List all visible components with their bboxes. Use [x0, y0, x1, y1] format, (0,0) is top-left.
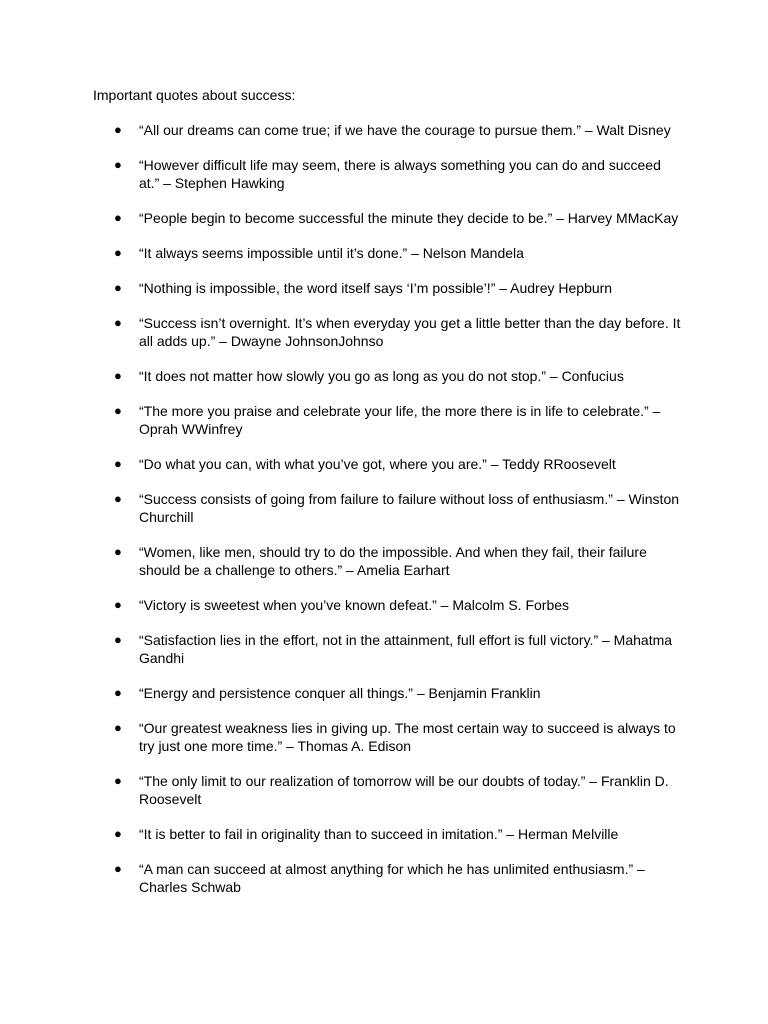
- quote-item: [93, 490, 683, 526]
- quote-text: “It always seems impossible until it’s done.” – Nelson Mandela: [139, 245, 524, 261]
- bullet-icon: ●: [114, 773, 122, 788]
- quote-text: “The more you praise and celebrate your life, the more there is in life to celebrate.” – Oprah WWinfrey: [139, 403, 661, 437]
- quote-text: “Energy and persistence conquer all things.” – Benjamin Franklin: [139, 685, 541, 701]
- quote-item: [93, 825, 683, 843]
- quote-item: [93, 314, 683, 350]
- quote-text: “Satisfaction lies in the effort, not in the attainment, full effort is full victory.” – Mahatma Gandhi: [139, 632, 673, 666]
- quote-item: [93, 209, 683, 227]
- quote-text: “However difficult life may seem, there is always something you can do and succeed at.” – Stephen Hawking: [139, 157, 661, 191]
- bullet-icon: ●: [114, 720, 122, 735]
- document-heading: Important quotes about success:: [93, 87, 296, 103]
- bullet-icon: ●: [114, 826, 122, 841]
- quote-item: [93, 402, 683, 438]
- bullet-icon: ●: [114, 544, 122, 559]
- quote-text: “Women, like men, should try to do the impossible. And when they fail, their failure should be a challenge to others.” – Amelia Earhart: [139, 544, 647, 578]
- quote-text: “Do what you can, with what you’ve got, where you are.” – Teddy RRoosevelt: [139, 456, 616, 472]
- quote-item: [93, 860, 683, 896]
- quote-item: [93, 772, 683, 808]
- quote-item: [93, 367, 683, 385]
- quote-item: [93, 543, 683, 579]
- quote-text: “A man can succeed at almost anything for which he has unlimited enthusiasm.” – Charles Schwab: [139, 861, 645, 895]
- bullet-icon: ●: [114, 403, 122, 418]
- bullet-icon: ●: [114, 632, 122, 647]
- bullet-icon: ●: [114, 597, 122, 612]
- quote-text: “All our dreams can come true; if we have the courage to pursue them.” – Walt Disney: [139, 122, 671, 138]
- bullet-icon: ●: [114, 456, 122, 471]
- bullet-icon: ●: [114, 122, 122, 137]
- quote-item: [93, 455, 683, 473]
- bullet-icon: ●: [114, 280, 122, 295]
- quote-item: [93, 244, 683, 262]
- quote-text: “The only limit to our realization of tomorrow will be our doubts of today.” – Franklin D. Roosevelt: [139, 773, 669, 807]
- bullet-icon: ●: [114, 861, 122, 876]
- quote-item: [93, 631, 683, 667]
- quote-item: [93, 121, 683, 139]
- bullet-icon: ●: [114, 245, 122, 260]
- quote-text: “It is better to fail in originality than to succeed in imitation.” – Herman Melville: [139, 826, 619, 842]
- quote-item: [93, 279, 683, 297]
- quote-item: [93, 719, 683, 755]
- bullet-icon: ●: [114, 315, 122, 330]
- bullet-icon: ●: [114, 210, 122, 225]
- quote-item: [93, 596, 683, 614]
- quote-list: [93, 121, 683, 896]
- quote-text: “Success consists of going from failure to failure without loss of enthusiasm.” – Winston Churchill: [139, 491, 680, 525]
- bullet-icon: ●: [114, 157, 122, 172]
- quote-item: [93, 684, 683, 702]
- quote-text: “It does not matter how slowly you go as long as you do not stop.” – Confucius: [139, 368, 624, 384]
- bullet-icon: ●: [114, 685, 122, 700]
- quote-text: “People begin to become successful the minute they decide to be.” – Harvey MMacKay: [139, 210, 679, 226]
- quote-text: “Victory is sweetest when you’ve known defeat.” – Malcolm S. Forbes: [139, 597, 570, 613]
- bullet-icon: ●: [114, 368, 122, 383]
- quote-text: “Success isn’t overnight. It’s when everyday you get a little better than the day before. It all adds up.” – Dwayne JohnsonJohnso: [139, 315, 681, 349]
- bullet-icon: ●: [114, 491, 122, 506]
- document-page: [93, 86, 683, 896]
- quote-item: [93, 156, 683, 192]
- quote-text: “Our greatest weakness lies in giving up. The most certain way to succeed is always to try just one more time.” – Thomas A. Edison: [139, 720, 676, 754]
- quote-text: “Nothing is impossible, the word itself says ‘I’m possible’!” – Audrey Hepburn: [139, 280, 613, 296]
